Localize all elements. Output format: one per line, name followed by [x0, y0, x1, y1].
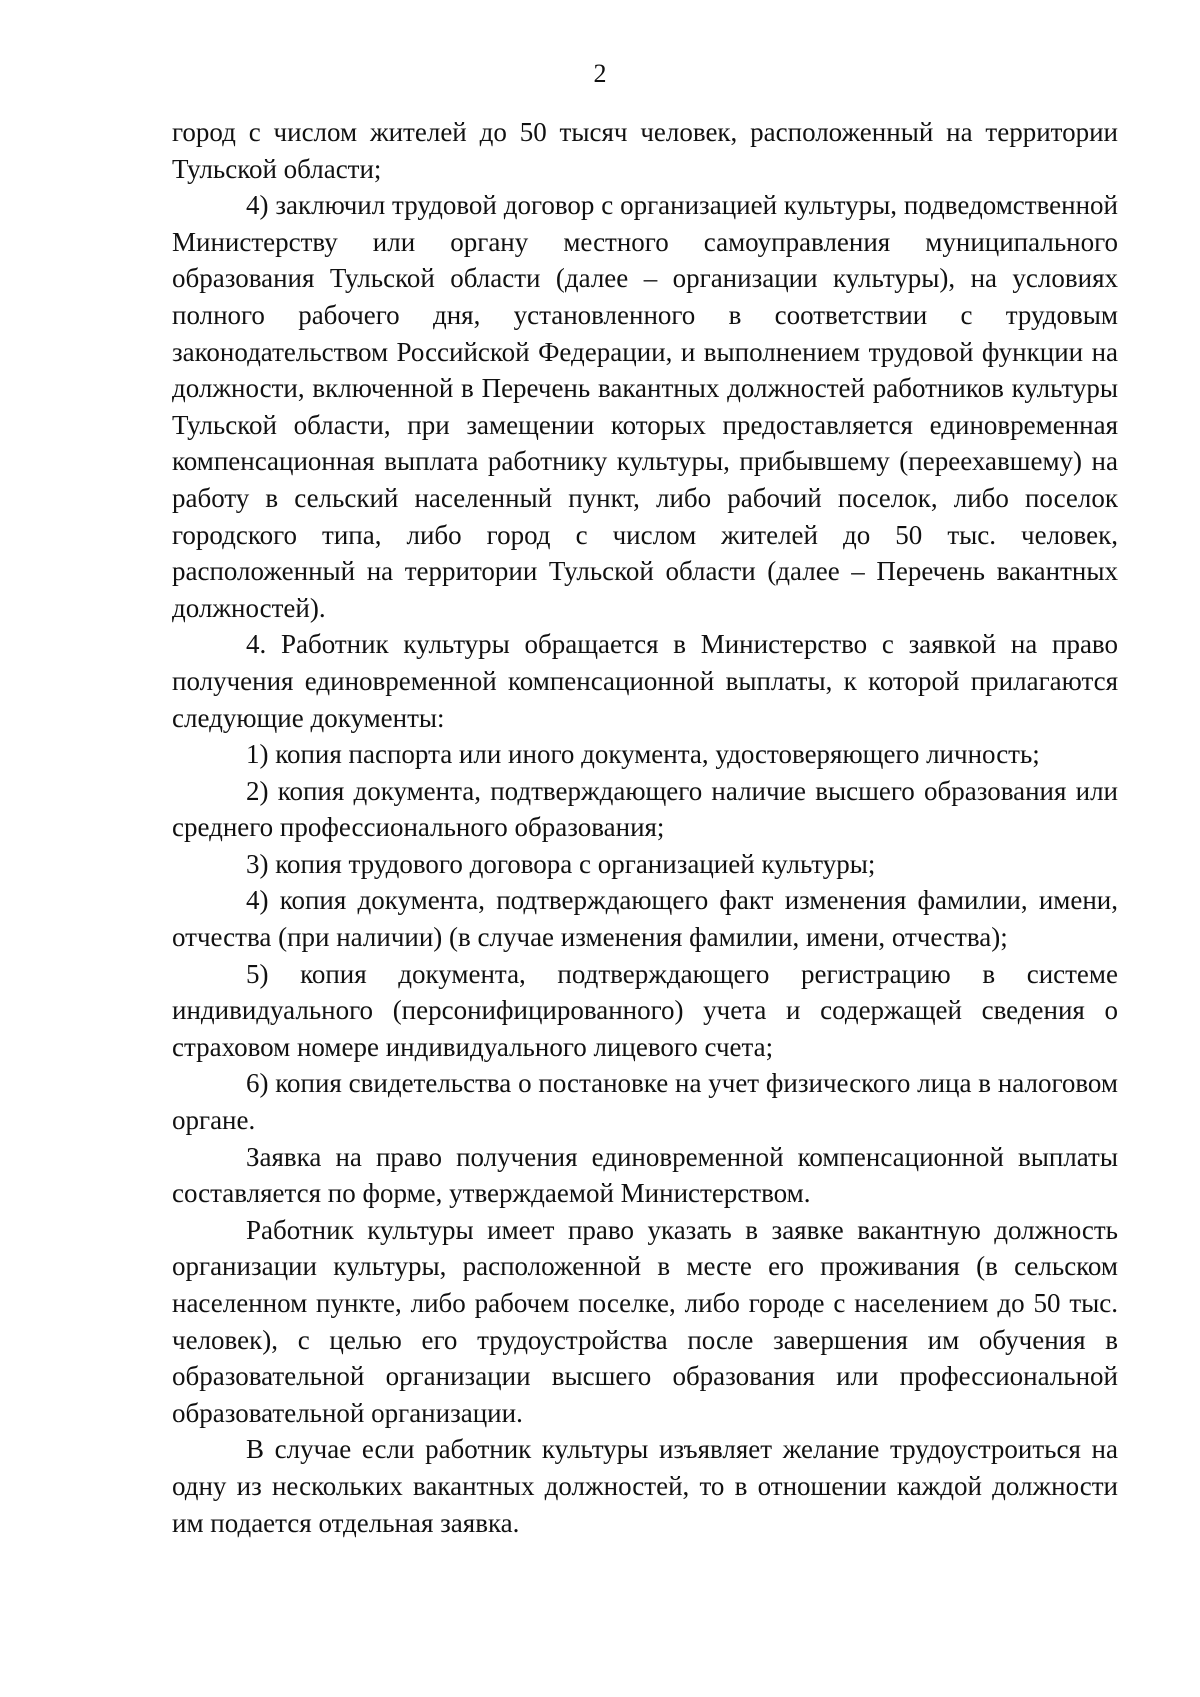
paragraph-continuation: город с числом жителей до 50 тысяч человек, расположенный на территории Тульской области; [172, 117, 1118, 184]
list-item-tax-certificate: 6) копия свидетельства о постановке на учет физического лица в налоговом органе. [172, 1068, 1118, 1136]
document-body [172, 114, 1118, 1541]
paragraph-vacancy-right: Работник культуры имеет право указать в заявке вакантную должность организации культуры, расположенной в месте его проживания (в сельском населенном пункте, либо рабочем поселке, либо городе с населением до 50 тыс. человек), с целью его трудоустройства после завершения им обучения в образовательной организации высшего образования или профессиональной образовательной организации. [172, 1214, 1118, 1428]
paragraph-separate-application: В случае если работник культуры изъявляет желание трудоустроиться на одну из нескольких вакантных должностей, то в отношении каждой должности им подается отдельная заявка. [172, 1434, 1118, 1538]
list-item-contract-copy: 3) копия трудового договора с организацией культуры; [246, 848, 876, 879]
paragraph-item-4-contract: 4) заключил трудовой договор с организацией культуры, подведомственной Министерству или органу местного самоуправления муниципального образования Тульской области (далее – организации культуры), на условиях полного рабочего дня, установленного в соответствии с трудовым законодательством Российской Федерации, и выполнением трудовой функции на должности, включенной в Перечень вакантных должностей работников культуры Тульской области, при замещении которых предоставляется единовременная компенсационная выплата работнику культуры, прибывшему (переехавшему) на работу в сельский населенный пункт, либо рабочий поселок, либо поселок городского типа, либо город с числом жителей до 50 тыс. человек, расположенный на территории Тульской области (далее – Перечень вакантных должностей). [172, 190, 1118, 623]
list-item-education: 2) копия документа, подтверждающего наличие высшего образования или среднего профессионального образования; [172, 775, 1118, 843]
list-item-name-change: 4) копия документа, подтверждающего факт изменения фамилии, имени, отчества (при наличии) (в случае изменения фамилии, имени, отчества); [172, 885, 1118, 953]
list-item-registration: 5) копия документа, подтверждающего регистрацию в системе индивидуального (персонифицированного) учета и содержащей сведения о страховом номере индивидуального лицевого счета; [172, 958, 1118, 1062]
paragraph-section-4: 4. Работник культуры обращается в Министерство с заявкой на право получения единовременной компенсационной выплаты, к которой прилагаются следующие документы: [172, 629, 1118, 733]
list-item-passport: 1) копия паспорта или иного документа, удостоверяющего личность; [246, 739, 1040, 770]
page-number: 2 [593, 59, 607, 88]
paragraph-application-form: Заявка на право получения единовременной компенсационной выплаты составляется по форме, утверждаемой Министерством. [172, 1141, 1118, 1209]
